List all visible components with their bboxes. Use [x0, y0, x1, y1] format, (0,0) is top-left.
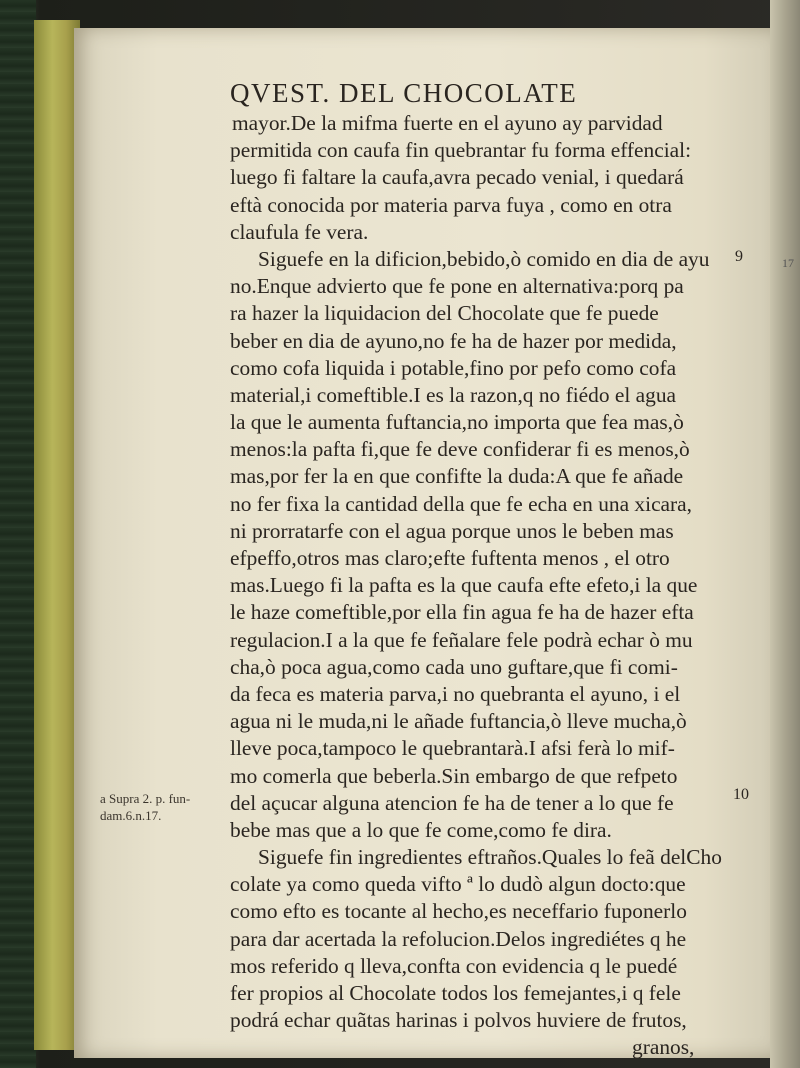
- text-line: como efto es tocante al hecho,es neceffario fuponerlo: [230, 899, 687, 924]
- text-line: no fer fixa la cantidad della que fe echa en una xicara,: [230, 491, 693, 516]
- text-line: menos:la pafta fi,que fe deve confiderar fi es menos,ò: [230, 437, 690, 462]
- text-line: Siguefe en la dificion,bebido,ò comido en dia de ayu: [258, 246, 710, 271]
- text-line: fer propios al Chocolate todos los femejantes,i q fele: [230, 981, 681, 1005]
- text-line: claufula fe vera.: [230, 219, 369, 244]
- text-line: colate ya como queda vifto ª lo dudò algun docto:que: [230, 872, 686, 897]
- text-line: mo comerla que beberla.Sin embargo de que refpeto: [230, 763, 678, 788]
- section-number: 9: [735, 248, 743, 265]
- text-line: permitida con caufa fin quebrantar fu forma effencial:: [230, 138, 692, 163]
- text-line: le haze comeftible,por ella fin agua fe ha de hazer efta: [230, 600, 694, 625]
- text-line: como cofa liquida i potable,fino por pefo como cofa: [230, 355, 677, 380]
- text-line: no.Enque advierto que fe pone en alternativa:porq pa: [230, 274, 684, 299]
- text-line: lleve poca,tampoco le quebrantarà.I afsi ferà lo mif-: [230, 736, 675, 761]
- text-line: material,i comeftible.I es la razon,q no fiédo el agua: [230, 382, 677, 407]
- facing-page-fragment: 17: [782, 256, 794, 270]
- text-line: cha,ò poca agua,como cada uno guftare,que fi comi-: [230, 654, 678, 679]
- text-line: para dar acertada la refolucion.Delos ingrediétes q he: [230, 926, 687, 951]
- section-number: 10: [733, 786, 749, 803]
- text-line: eftà conocida por materia parva fuya , como en otra: [230, 192, 672, 217]
- text-line: ra hazer la liquidacion del Chocolate que fe puede: [230, 301, 659, 326]
- text-line: beber en dia de ayuno,no fe ha de hazer por medida,: [230, 328, 677, 353]
- text-line: agua ni le muda,ni le añade fuftancia,ò lleve mucha,ò: [230, 709, 687, 734]
- text-line: mas.Luego fi la pafta es la que caufa efte efeto,i la que: [230, 573, 698, 598]
- catchword: granos,: [632, 1035, 695, 1060]
- text-line: mos referido q lleva,confta con evidencia q le puedé: [230, 953, 678, 978]
- text-line: mas,por fer la en que confifte la duda:A que fe añade: [230, 464, 684, 489]
- text-line: luego fi faltare la caufa,avra pecado venial, i quedará: [230, 165, 684, 190]
- text-line: podrá echar quãtas harinas i polvos huviere de frutos,: [230, 1008, 687, 1033]
- text-line: Siguefe fin ingredientes eftraños.Quales lo feã delCho: [258, 845, 722, 870]
- text-line: bebe mas que a lo que fe come,como fe dira.: [230, 817, 612, 842]
- text-line: efpeffo,otros mas claro;efte fuftenta menos , el otro: [230, 546, 670, 570]
- text-line: ni prorratarfe con el agua porque unos le beben mas: [230, 518, 674, 543]
- facing-page-edge: [770, 0, 800, 1068]
- text-line: regulacion.I a la que fe feñalare fele podrà echar ò mu: [230, 627, 693, 652]
- body-text: [230, 110, 730, 1062]
- text-line: del açucar alguna atencion fe ha de tener a lo que fe: [230, 790, 674, 815]
- text-line: da feca es materia parva,i no quebranta el ayuno, i el: [230, 681, 681, 706]
- book-cover-edge: [0, 0, 36, 1068]
- running-header: QVEST. DEL CHOCOLATE: [230, 78, 578, 108]
- text-line: la que le aumenta fuftancia,no importa que fea mas,ò: [230, 410, 684, 435]
- text-line: mayor.De la mifma fuerte en el ayuno ay parvidad: [232, 111, 663, 135]
- margin-note: a Supra 2. p. fun- dam.6.n.17.: [100, 791, 191, 823]
